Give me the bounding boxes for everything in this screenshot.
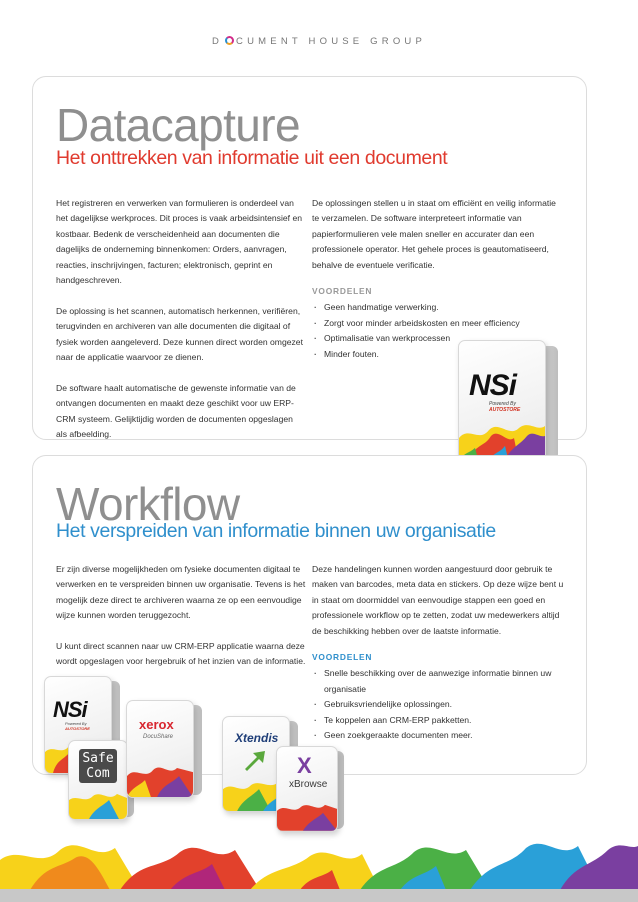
list-item: · Snelle beschikking over de aanwezige informatie binnen uw organisatie [312, 666, 564, 697]
safecom-logo-tile [79, 749, 117, 783]
list-item: · Minder fouten. [312, 347, 564, 362]
safecom-logo-line2: Com [86, 766, 110, 781]
arrow-icon [243, 749, 267, 771]
nsi-logo: NSi [469, 369, 517, 402]
benefits-list [312, 666, 564, 743]
xerox-product-box [126, 700, 206, 800]
paragraph: Het registreren en verwerken van formulieren is onderdeel van het dagelijkse werkproces. Dit proces is vaak arbeidsintensief en kostbaar. Bedenk de verscheidenheid aan documenten die dagelijks de onderneming binnenkomen: Orders, aanvragen, reacties, inschrijvingen, facturen; elektronisch, geprint en handgeschreven. [56, 198, 303, 286]
docushare-label: DocuShare [143, 734, 174, 740]
datacapture-title: Datacapture [56, 99, 300, 151]
paragraph: De oplossing is het scannen, automatisch herkennen, verifiëren, terugvinden en archiveren van alle documenten die digitaal of fysiek worden aangeleverd. Deze kunnen direct worden omgezet naar de applicatie waarvoor ze dienen. [56, 305, 303, 363]
xbrowse-mark: X [297, 753, 312, 778]
list-item: · Te koppelen aan CRM-ERP pakketten. [312, 713, 564, 728]
paragraph: De oplossingen stellen u in staat om efficiënt en veilig informatie te verzamelen. De software interpreteert informatie van papierformulieren vele malen sneller en accurater dan een professionele operator. Het gehele proces is geautomatiseerd, behalve de eventuele verificatie. [312, 198, 556, 270]
nsi-logo: NSi [53, 697, 87, 722]
workflow-title: Workflow [56, 478, 240, 530]
paragraph: Er zijn diverse mogelijkheden om fysieke documenten digitaal te verwerken en te verspreiden binnen uw organisatie. Tevens is het mogelijk deze direct te archiveren waarna ze op een eenvoudige wijze kunnen worden teruggezocht. [56, 564, 306, 621]
benefits-heading: VOORDELEN [312, 286, 373, 297]
company-brand [0, 36, 638, 47]
powered-by-label: Powered By AUTOSTORE [489, 401, 521, 413]
safecom-logo-line1: Safe [82, 751, 114, 766]
workflow-subtitle: Het verspreiden van informatie binnen uw organisatie [56, 520, 496, 542]
list-item: · Optimalisatie van werkprocessen [312, 331, 564, 346]
datacapture-left-column [56, 196, 306, 458]
paragraph: Deze handelingen kunnen worden aangestuurd door gebruik te maken van barcodes, meta data en stickers. Op deze wijze bent u in staat om doormiddel van eenvoudige stappen een goed en professionele workflow op te zetten, zodat uw medewerkers altijd de beschikking hebben over de laatste informatie. [312, 564, 564, 636]
list-item: · Geen zoekgeraakte documenten meer. [312, 728, 564, 743]
datacapture-subtitle: Het onttrekken van informatie uit een document [56, 147, 448, 169]
nsi-product-box [458, 340, 563, 466]
datacapture-right-column [312, 196, 564, 362]
workflow-right-column [312, 562, 564, 743]
list-item: · Zorgt voor minder arbeidskosten en meer efficiency [312, 316, 564, 331]
brand-first-letter: D [211, 36, 224, 47]
brand-logo-icon [225, 36, 234, 45]
benefits-heading: VOORDELEN [312, 652, 373, 663]
footer-bar [0, 889, 638, 902]
paint-splash-footer-image [0, 790, 638, 890]
xbrowse-logo: xBrowse [289, 779, 328, 790]
list-item: · Geen handmatige verwerking. [312, 300, 564, 315]
xerox-logo: xerox [139, 717, 174, 732]
xtendis-logo: Xtendis [235, 731, 279, 745]
paragraph: U kunt direct scannen naar uw CRM-ERP applicatie waarna deze wordt opgeslagen voor hergebruik of het inzien van de informatie. [56, 641, 306, 667]
brand-name: CUMENT HOUSE GROUP [236, 36, 427, 47]
powered-by-label: Powered By AUTOSTORE [65, 721, 90, 731]
paragraph: De software haalt automatische de gewenste informatie van de ontvangen documenten en maakt deze geschikt voor uw ERP-CRM systeem. Gelijktijdig worden de documenten opgeslagen als afbeelding. [56, 382, 296, 440]
workflow-left-column [56, 562, 308, 685]
list-item: · Gebruiksvriendelijke oplossingen. [312, 697, 564, 712]
